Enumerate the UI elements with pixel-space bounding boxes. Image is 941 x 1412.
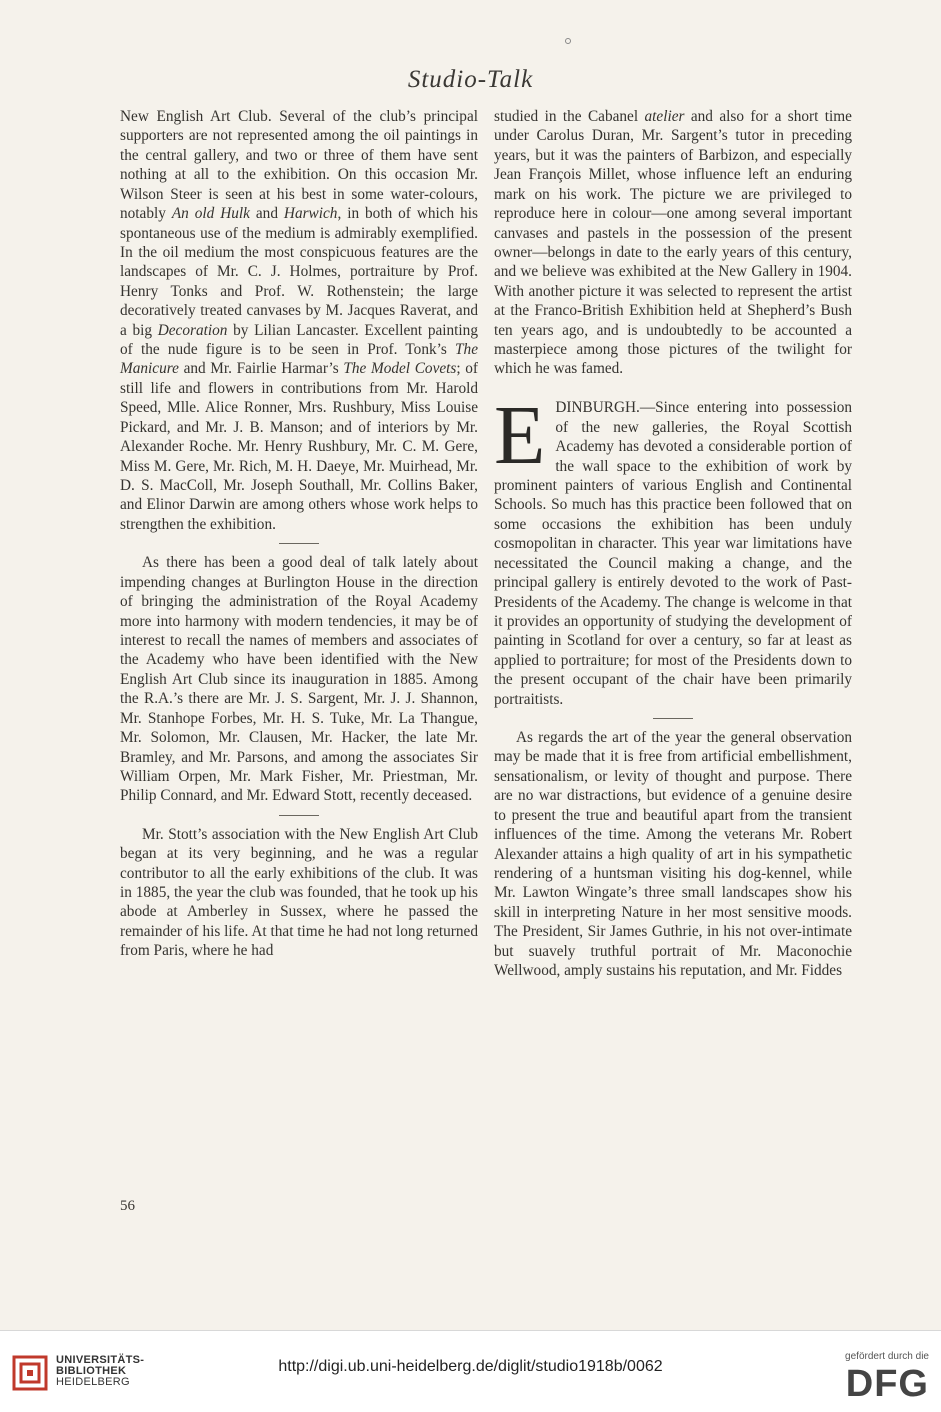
library-name: UNIVERSITÄTS- BIBLIOTHEK HEIDELBERG [56, 1354, 145, 1388]
funding-caption: gefördert durch die [845, 1351, 929, 1362]
left-paragraph-1: New English Art Club. Several of the club’s principal supporters are not represented among the oil paintings in the central gallery, and two or three of them have sent nothing at all to the exhibition. On this occasion Mr. Wilson Steer is seen at his best in some water-colours, notably An old Hulk and Harwich, in both of which his spontaneous use of the medium is admirably exemplified. In the oil medium the most conspicuous features are the landscapes of Mr. C. J. Holmes, portraiture by Prof. Henry Tonks and Prof. W. Rothenstein; the large decoratively treated canvases by M. Jacques Raverat, and a big Decoration by Lilian Lancaster. Excellent painting of the nude figure is to be seen in Prof. Tonk’s The Manicure and Mr. Fairlie Harmar’s The Model Covets; of still life and flowers in contributions from Mr. Harold Speed, Mlle. Alice Ronner, Mrs. Rushbury, Miss Louise Pickard, and Mr. J. B. Manson; and of interiors by Mr. Alexander Roche. Mr. Henry Rushbury, Mr. C. M. Gere, Miss M. Gere, Mr. Rich, M. H. Daeye, Mr. Muirhead, Mr. D. S. MacColl, Mr. Joseph Southall, Mr. Collins Baker, and Elinor Darwin are among others whose work helps to strengthen the exhibition. [120, 108, 479, 533]
left-column [120, 107, 478, 961]
page-number: 56 [120, 1198, 135, 1214]
viewer-footer [0, 1330, 941, 1412]
running-head: Studio-Talk [407, 66, 534, 93]
section-divider [653, 718, 693, 719]
scan-speck [565, 38, 571, 44]
left-paragraph-2: As there has been a good deal of talk lately about impending changes at Burlington House in the direction of bringing the administration of the Royal Academy more into harmony with modern tendencies, it may be of interest to recall the names of members and associates of the Academy who have been identified with the New English Art Club since its inauguration in 1885. Among the R.A.’s there are Mr. J. S. Sargent, Mr. J. J. Shannon, Mr. Stanhope Forbes, Mr. H. S. Tuke, Mr. La Thangue, Mr. Solomon, Mr. Clausen, Mr. Hacker, the late Mr. Bramley, and Mr. Parsons, and among the associates Sir William Orpen, Mr. Mark Fisher, Mr. Priestman, Mr. Philip Connard, and Mr. Edward Stott, recently deceased. [120, 554, 478, 805]
left-paragraph-3: Mr. Stott’s association with the New English Art Club began at its very beginning, and he was a regular contributor to all the early exhibitions of the club. It was in 1885, the year the club was founded, that he took up his abode at Amberley in Sussex, where he passed the remainder of his life. At that time he had not long returned from Paris, where he had [120, 825, 478, 960]
right-column [494, 107, 852, 981]
right-paragraph-2: EDINBURGH.—Since entering into possession of the new galleries, the Royal Scottish Academy has devoted a considerable portion of the wall space to the exhibition of work by prominent painters of various English and Continental Schools. So much has this practice been followed that on some occasions the exhibition has been unduly cosmopolitan in character. This year war limitations have necessitated the Council making a change, and the principal gallery is entirely devoted to the work of Past-Presidents of the Academy. The change is welcome in that it provides an opportunity of studying the development of painting in Scotland for over a century, so far at least as applied to portraiture; for most of the Presidents down to the present occupant of the chair have been primarily portraitists. [494, 389, 852, 708]
section-divider [279, 815, 319, 816]
permalink[interactable]: http://digi.ub.uni-heidelberg.de/diglit/studio1918b/0062 [278, 1358, 663, 1375]
right-paragraph-1: studied in the Cabanel atelier and also for a short time under Carolus Duran, Mr. Sargent’s tutor in preceding years, but it was the painters of Barbizon, and especially Jean François Millet, whose influence left an enduring mark on his work. The picture we are privileged to reproduce here in colour—one among several important canvases and pastels in the possession of the present owner—belongs in date to the early years of this century, and we believe was exhibited at the New Gallery in 1904. With another picture it was selected to represent the artist at the Franco-British Exhibition held at Shepherd’s Bush ten years ago, and is undoubtedly to be accounted a masterpiece among those pictures of the twilight for which he was famed. [494, 108, 852, 378]
drop-cap: E [494, 389, 546, 483]
dfg-logo: DFG [845, 1363, 929, 1405]
section-divider [279, 543, 319, 544]
right-paragraph-3: As regards the art of the year the general observation may be made that it is free from artificial embellishment, sensationalism, or levity of thought and purpose. There are no war distractions, but evidence of a genuine desire to present the true and beautiful apart from the transient influences of the time. Among the veterans Mr. Robert Alexander attains a high quality of art in his sympathetic rendering of a huntsman visiting his dog-kennel, while Mr. Lawton Wingate’s three small landscapes show his skill in interpreting Nature in her most sensitive moods. The President, Sir James Guthrie, in his not over-intimate but suavely truthful portrait of Mr. Maconochie Wellwood, amply sustains his reputation, and Mr. Fiddes [494, 729, 852, 980]
